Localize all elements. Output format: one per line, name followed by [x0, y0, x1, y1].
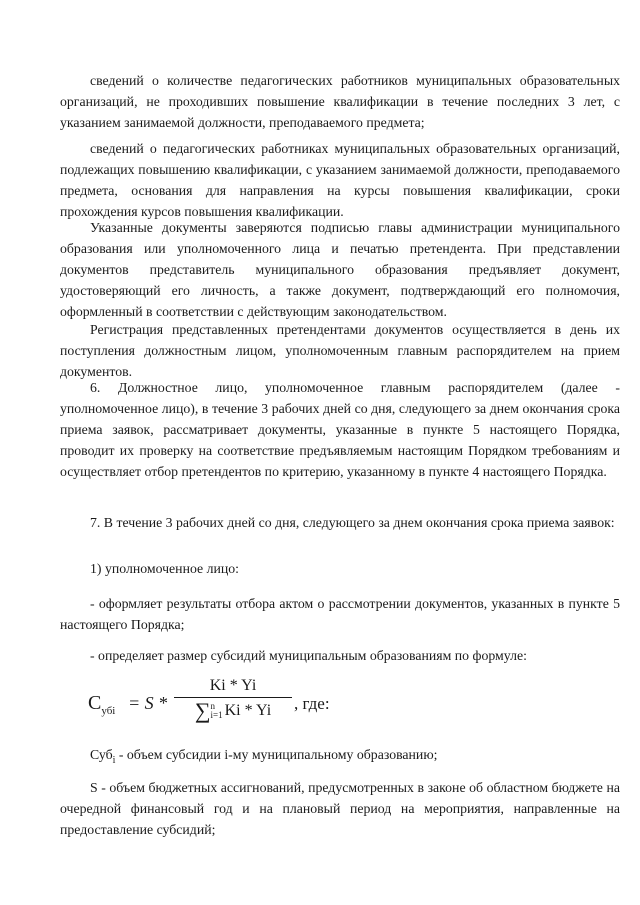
paragraph-documents-certified: Указанные документы заверяются подписью главы администрации муниципального образования или уполномоченного лица и печатью претендента. При представлении документов представитель муниципального образования предъявляет документ, удостоверяющий его личность, а также документ, подтверждающий его полномочия, оформленный в соответствии с действующим законодательством. — [60, 220, 620, 319]
formula-denominator: ∑n i=1 Ki * Yi — [194, 698, 272, 723]
definition-subsidy: Суб$_i$ - объем субсидии i-му муниципальному образованию; — [90, 747, 438, 766]
formula-fraction — [174, 676, 292, 722]
paragraph-act-of-review: - оформляет результаты отбора актом о рассмотрении документов, указанных в пункте 5 настоящего Порядка; — [60, 596, 620, 632]
formula-lhs: $С_{убi}$ — [88, 692, 116, 717]
formula-s-multiplier: = S * — [128, 693, 168, 713]
paragraph-registration: Регистрация представленных претендентами документов осуществляется в день их поступления должностным лицом, уполномоченным главным распорядителем на прием документов. — [60, 322, 620, 379]
paragraph-item-7: 7. В течение 3 рабочих дней со дня, следующего за днем окончания срока приема заявок: — [90, 515, 615, 530]
formula-numerator: Ki * Yi — [209, 677, 257, 694]
subsidy-formula — [88, 670, 348, 740]
paragraph-subsidy-formula-intro: - определяет размер субсидий муниципальным образованиям по формуле: — [90, 648, 527, 663]
paragraph-authorized-person: 1) уполномоченное лицо: — [90, 561, 239, 576]
formula-fraction-bar — [174, 697, 292, 698]
sum-sign: ∑ — [194, 698, 211, 723]
definition-budget-s: S - объем бюджетных ассигнований, предусмотренных в законе об областном бюджете на очередной финансовый год и на плановый период на мероприятия, направленные на предоставление субсидий; — [60, 780, 620, 837]
paragraph-item-6: 6. Должностное лицо, уполномоченное главным распорядителем (далее - уполномоченное лицо), в течение 3 рабочих дней со дня, следующего за днем окончания срока приема заявок, рассматривает документы, указанные в пункте 5 настоящего Порядка, проводит их проверку на соответствие предъявляемым настоящим Порядком требованиям и осуществляет отбор претендентов по критерию, указанному в пункте 4 настоящего Порядка. — [60, 380, 620, 479]
paragraph-teachers-to-train: сведений о педагогических работниках муниципальных образовательных организаций, подлежащих повышению квалификации, с указанием занимаемой должности, преподаваемого предмета, основания для направления на курсы повышения квалификации, сроки прохождения курсов повышения квалификации. — [60, 141, 620, 219]
sum-limits: n i=1 — [210, 701, 223, 721]
paragraph-teachers-not-trained: сведений о количестве педагогических работников муниципальных образовательных организаций, не проходивших повышение квалификации в течение последних 3 лет, с указанием занимаемой должности, преподаваемого предмета; — [60, 73, 620, 130]
formula-where: , где: — [294, 694, 330, 713]
